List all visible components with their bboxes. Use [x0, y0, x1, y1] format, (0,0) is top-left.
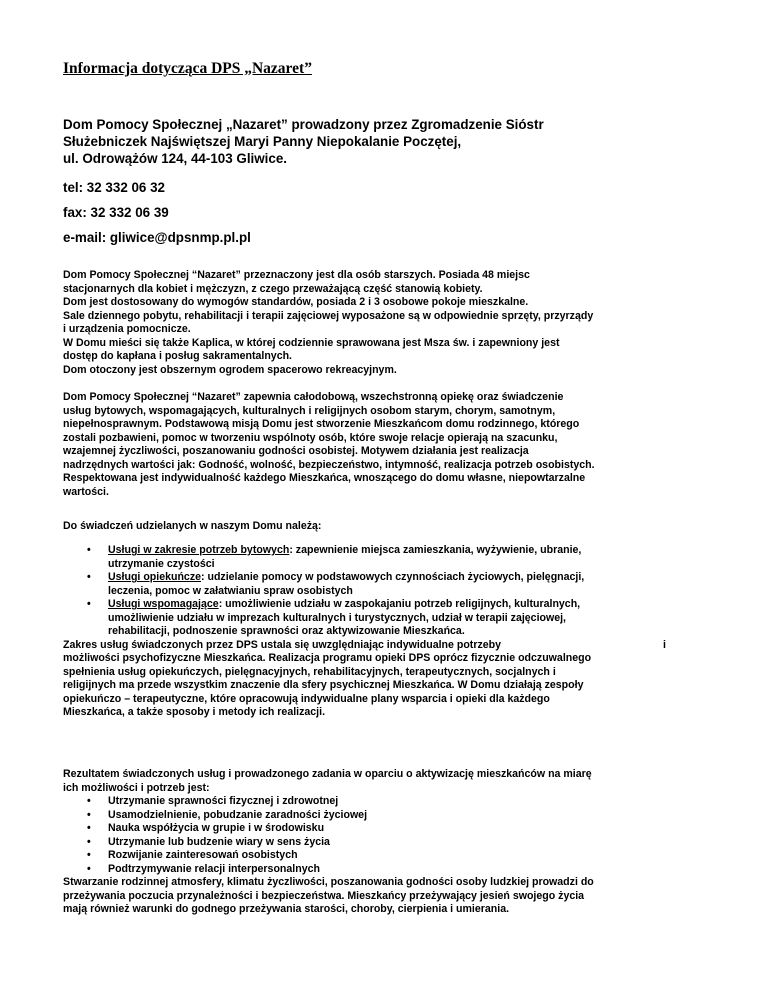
result-text: Podtrzymywanie relacji interpersonalnych	[108, 862, 320, 875]
bullet-icon: •	[87, 571, 91, 583]
text-line: Zakres usług świadczonych przez DPS ustala się uwzględniając indywidualne potrzeby	[63, 638, 501, 651]
text-line: zostali pozbawieni, pomoc w tworzeniu wspólnoty osób, które swoje relacje opierają na szacunku,	[63, 431, 558, 444]
intro-line: Służebniczek Najświętszej Maryi Panny Niepokalanie Poczętej,	[63, 134, 462, 149]
text-line: religijnych ma przede wszystkim znaczenie dla sfery psychicznej Mieszkańca. W Domu działają zespoły	[63, 679, 584, 691]
paragraph-mission	[63, 391, 713, 499]
list-item	[63, 863, 713, 877]
intro-line: Dom Pomocy Społecznej „Nazaret” prowadzony przez Zgromadzenie Sióstr	[63, 117, 544, 132]
service-text: : umożliwienie udziału w zaspokajaniu potrzeb religijnych, kulturalnych,	[218, 598, 581, 610]
bullet-icon: •	[87, 544, 91, 556]
text-line: niepełnosprawnym. Podstawową misją Domu jest stworzenie Mieszkańcom domu rodzinnego, którego	[63, 418, 580, 430]
list-item	[63, 809, 713, 823]
text-line: Rezultatem świadczonych usług i prowadzonego zadania w oparciu o aktywizację mieszkańców na miarę	[63, 768, 592, 780]
list-item	[63, 571, 713, 598]
result-text: Utrzymanie sprawności fizycznej i zdrowotnej	[108, 795, 339, 807]
text-line: ich możliwości i potrzeb jest:	[63, 781, 210, 794]
list-item	[63, 795, 713, 809]
paragraph-results	[63, 768, 713, 917]
text-line: wartości.	[63, 485, 109, 498]
bullet-icon: •	[87, 849, 91, 861]
paragraph-facility	[63, 269, 713, 377]
service-text: utrzymanie czystości	[108, 557, 215, 570]
text-line: wzajemnej życzliwości, poszanowaniu godności osobistej. Motywem działania jest realizacja	[63, 445, 529, 457]
text-line: Dom otoczony jest obszernym ogrodem spacerowo rekreacyjnym.	[63, 363, 397, 376]
service-text: leczenia, pomoc w załatwianiu spraw osobistych	[108, 584, 353, 597]
bullet-icon: •	[87, 598, 91, 610]
text-line: Sale dziennego pobytu, rehabilitacji i terapii zajęciowej wyposażone są w odpowiednie sprzęty, przyrządy	[63, 309, 594, 322]
bullet-icon: •	[87, 822, 91, 834]
text-line: możliwości psychofizyczne Mieszkańca. Realizacja programu opieki DPS oprócz fizycznie odczuwalnego	[63, 652, 592, 664]
services-list-block	[63, 544, 713, 720]
result-text: Usamodzielnienie, pobudzanie zaradności życiowej	[108, 808, 368, 821]
contact-tel: tel: 32 332 06 32	[63, 180, 165, 195]
text-line: nadrzędnych wartości jak: Godność, wolność, bezpieczeństwo, intymność, realizacja potrzeb osobistych.	[63, 458, 595, 471]
contact-email: e-mail: gliwice@dpsnmp.pl.pl	[63, 230, 251, 245]
service-label: Usługi w zakresie potrzeb bytowych	[108, 544, 290, 556]
document-title: Informacja dotycząca DPS „Nazaret”	[63, 60, 312, 77]
text-line: usług bytowych, wspomagających, kulturalnych i religijnych osobom starym, chorym, samotnym,	[63, 404, 556, 417]
text-line: Mieszkańca, a także sposoby i metody ich realizacji.	[63, 706, 326, 718]
list-item	[63, 544, 713, 571]
text-line: dostęp do kapłana i posług sakramentalnych.	[63, 350, 293, 362]
services-heading: Do świadczeń udzielanych w naszym Domu należą:	[63, 520, 322, 532]
list-item	[63, 849, 713, 863]
bullet-icon: •	[87, 862, 91, 875]
text-line-tail: i	[663, 638, 666, 651]
list-item	[63, 598, 713, 639]
list-item	[63, 822, 713, 836]
service-label: Usługi wspomagające	[108, 598, 219, 610]
text-line: opiekuńczo – terapeutyczne, które opracowują indywidualne plany wsparcia i opieki dla każdego	[63, 692, 550, 705]
bullet-icon: •	[87, 808, 91, 821]
bullet-icon: •	[87, 835, 91, 848]
contact-fax: fax: 32 332 06 39	[63, 205, 169, 220]
result-text: Nauka współżycia w grupie i w środowisku	[108, 822, 325, 834]
text-line: Dom Pomocy Społecznej “Nazaret” zapewnia całodobową, wszechstronną opiekę oraz świadczenie	[63, 391, 564, 403]
service-text: umożliwienie udziału w imprezach kulturalnych i turystycznych, udział w terapii zajęciowej,	[108, 611, 566, 624]
service-text: : zapewnienie miejsca zamieszkania, wyżywienie, ubranie,	[289, 544, 582, 556]
text-line: W Domu mieści się także Kaplica, w której codziennie sprawowana jest Msza św. i zapewniony jest	[63, 336, 560, 349]
text-line: Respektowana jest indywidualność każdego Mieszkańca, wnoszącego do domu własne, niepowtarzalne	[63, 472, 586, 484]
intro-block	[63, 116, 544, 167]
intro-line: ul. Odrowążów 124, 44-103 Gliwice.	[63, 151, 288, 166]
service-text: : udzielanie pomocy w podstawowych czynnościach życiowych, pielęgnacji,	[201, 571, 585, 583]
text-line: spełnienia usług opiekuńczych, pielęgnacyjnych, rehabilitacyjnych, terapeutycznych, socjalnych i	[63, 665, 556, 678]
list-item	[63, 836, 713, 850]
services-list	[63, 544, 713, 639]
text-line: i urządzenia pomocnicze.	[63, 323, 191, 335]
text-line: Dom Pomocy Społecznej “Nazaret” przeznaczony jest dla osób starszych. Posiada 48 miejsc	[63, 269, 530, 281]
text-line: przeżywania poczucia przynależności i bezpieczeństwa. Mieszkańcy przeżywający jesień swojego życia	[63, 889, 585, 902]
results-list	[63, 795, 713, 876]
result-text: Utrzymanie lub budzenie wiary w sens życia	[108, 835, 330, 848]
result-text: Rozwijanie zainteresowań osobistych	[108, 849, 298, 861]
paragraph-scope-first	[63, 639, 713, 653]
service-text: rehabilitacji, podnoszenie sprawności oraz aktywizowanie Mieszkańca.	[108, 625, 465, 637]
text-line: Dom jest dostosowany do wymogów standardów, posiada 2 i 3 osobowe pokoje mieszkalne.	[63, 296, 529, 308]
text-line: stacjonarnych dla kobiet i mężczyzn, z czego przeważającą część stanowią kobiety.	[63, 282, 483, 295]
text-line: mają również warunki do godnego przeżywania starości, choroby, cierpienia i umierania.	[63, 903, 510, 915]
text-line: Stwarzanie rodzinnej atmosfery, klimatu życzliwości, poszanowania godności osoby ludzkiej prowadzi do	[63, 876, 594, 888]
bullet-icon: •	[87, 795, 91, 807]
service-label: Usługi opiekuńcze	[108, 571, 202, 583]
